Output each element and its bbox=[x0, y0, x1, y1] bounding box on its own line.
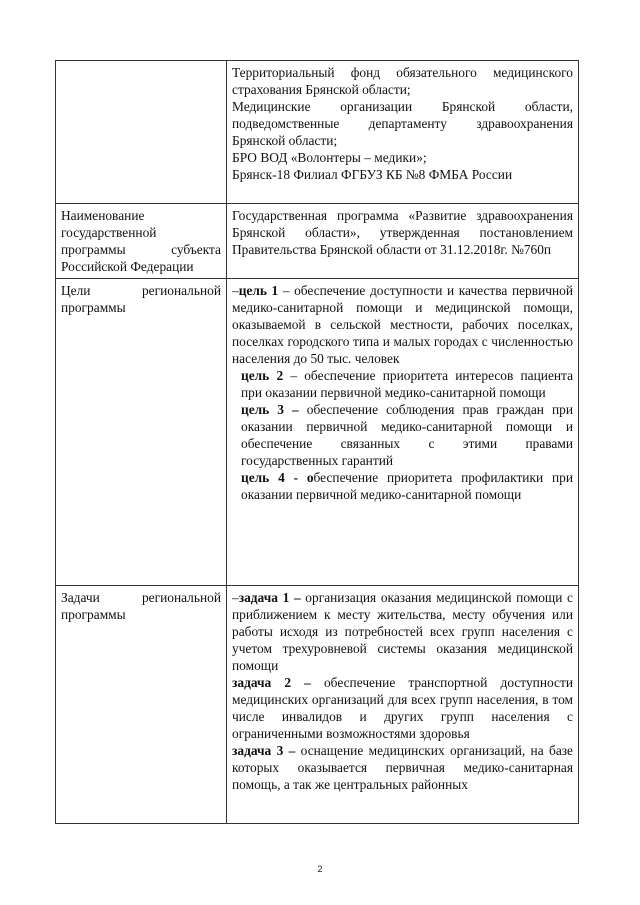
task-text: оснащение медицинских организаций, на базе которых оказывается первичная медико-санитарная помощь, а так же центральных районных bbox=[232, 743, 573, 792]
goal-title: цель 1 bbox=[238, 283, 279, 298]
task-title: задача 1 – bbox=[238, 590, 301, 605]
task-prefix: – bbox=[232, 590, 239, 605]
participant-line: БРО ВОД «Волонтеры – медики»; bbox=[232, 150, 427, 165]
goal-item bbox=[232, 469, 573, 503]
row-label bbox=[56, 61, 227, 204]
participant-line: Территориальный фонд обязательного медицинского страхования Брянской области; bbox=[232, 65, 573, 97]
table-row bbox=[56, 61, 579, 204]
row-value bbox=[227, 61, 579, 204]
row-label: Задачи региональной программы bbox=[56, 586, 227, 824]
task-item bbox=[232, 589, 573, 674]
goal-prefix: – bbox=[232, 283, 239, 298]
table-row bbox=[56, 204, 579, 279]
program-passport-table bbox=[55, 60, 579, 824]
goal-text: обеспечение соблюдения прав граждан при оказании первичной медико-санитарной помощи и обеспечение связанных с этими правами государственных гарантий bbox=[241, 402, 573, 468]
goal-text: – обеспечение доступности и качества первичной медико-санитарной помощи и медицинской помощи, оказываемой в сельской местности, рабочих поселках, поселках городского типа и малых городах с численностью населения до 50 тыс. человек bbox=[232, 283, 573, 366]
table-row bbox=[56, 586, 579, 824]
goal-text: – обеспечение приоритета интересов пациента при оказании первичной медико-санитарной помощи bbox=[241, 368, 574, 400]
task-text: организация оказания медицинской помощи с приближением к месту жительства, месту обучения или работы исходя из потребностей всех групп населения с учетом трехуровневой системы оказания медицинской помощи bbox=[232, 590, 573, 673]
row-value bbox=[227, 586, 579, 824]
goal-item bbox=[232, 282, 573, 367]
goal-item bbox=[232, 401, 573, 469]
goal-title: цель 2 bbox=[241, 368, 284, 383]
row-label: Цели региональной программы bbox=[56, 279, 227, 586]
table-row bbox=[56, 279, 579, 586]
row-value: Государственная программа «Развитие здравоохранения Брянской области», утвержденная постановлением Правительства Брянской области от 31.12.2018г. №760п bbox=[227, 204, 579, 279]
goal-text: беспечение приоритета профилактики при оказании первичной медико-санитарной помощи bbox=[241, 470, 573, 502]
goal-title: цель 4 - о bbox=[241, 470, 314, 485]
participant-line: Медицинские организации Брянской области, подведомственные департаменту здравоохранения Брянской области; bbox=[232, 99, 573, 148]
task-item bbox=[232, 674, 573, 742]
task-title: задача 3 – bbox=[232, 743, 296, 758]
goal-item bbox=[232, 367, 573, 401]
goal-title: цель 3 – bbox=[241, 402, 299, 417]
participant-line: Брянск-18 Филиал ФГБУЗ КБ №8 ФМБА России bbox=[232, 167, 513, 182]
row-value bbox=[227, 279, 579, 586]
task-item bbox=[232, 742, 573, 793]
task-text: обеспечение транспортной доступности медицинских организаций для всех групп населения, в том числе инвалидов и других групп населения с ограниченными возможностями здоровья bbox=[232, 675, 573, 741]
page-number: 2 bbox=[317, 864, 323, 874]
task-title: задача 2 – bbox=[232, 675, 311, 690]
row-label: Наименование государственной программы субъекта Российской Федерации bbox=[56, 204, 227, 279]
